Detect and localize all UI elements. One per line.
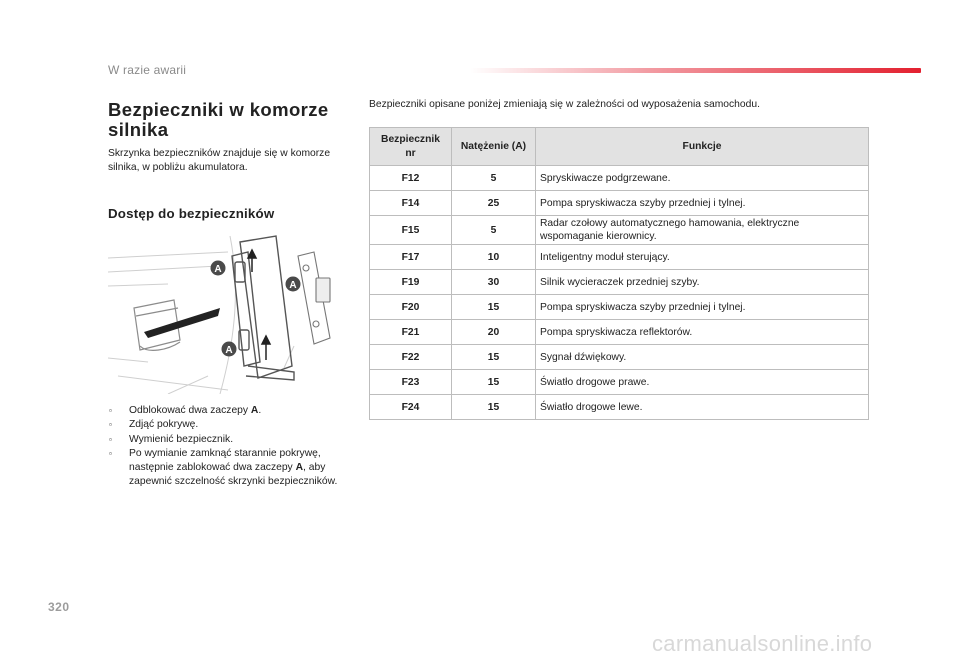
step-text: Odblokować dwa zaczepy: [129, 405, 251, 416]
table-row: [370, 395, 869, 420]
table-row: [370, 191, 869, 216]
step-item: [108, 418, 348, 432]
fuse-current: 15: [452, 370, 536, 395]
step-item: [108, 433, 348, 447]
step-item: [108, 447, 348, 490]
table-row: [370, 345, 869, 370]
fuse-current: 20: [452, 320, 536, 345]
label-a-badge: [222, 342, 237, 357]
bullet-icon: ▫: [109, 406, 112, 415]
fuse-table: [369, 127, 869, 420]
column-header-fuse-nr: Bezpiecznik nr: [370, 128, 452, 166]
fuse-current: 15: [452, 295, 536, 320]
fuse-number: F15: [370, 216, 452, 245]
fuse-function: Radar czołowy automatycznego hamowania, elektryczne wspomaganie kierownicy.: [536, 216, 869, 245]
fuse-current: 15: [452, 395, 536, 420]
fuse-function: Światło drogowe prawe.: [536, 370, 869, 395]
table-row: [370, 270, 869, 295]
header-accent-bar: [470, 68, 921, 73]
step-after: , aby zapewnić szczelność skrzynki bezpieczników.: [129, 462, 338, 488]
table-row: [370, 370, 869, 395]
fuse-function: Pompa spryskiwacza szyby przedniej i tylnej.: [536, 295, 869, 320]
fuse-number: F20: [370, 295, 452, 320]
fuse-function: Światło drogowe lewe.: [536, 395, 869, 420]
fuse-current: 15: [452, 345, 536, 370]
table-row: [370, 245, 869, 270]
fuse-number: F22: [370, 345, 452, 370]
fuse-current: 5: [452, 216, 536, 245]
fuse-function: Pompa spryskiwacza szyby przedniej i tylnej.: [536, 191, 869, 216]
fuse-function: Inteligentny moduł sterujący.: [536, 245, 869, 270]
page-number: 320: [48, 600, 70, 614]
label-a-badge: [286, 277, 301, 292]
page-title: Bezpieczniki w komorze silnika: [108, 99, 329, 140]
fuse-current: 25: [452, 191, 536, 216]
step-text: Zdjąć pokrywę.: [129, 419, 199, 431]
watermark: carmanualsonline.info: [652, 631, 873, 656]
label-a-text: A: [289, 280, 297, 291]
fuse-number: F24: [370, 395, 452, 420]
fuse-number: F23: [370, 370, 452, 395]
fuse-current: 30: [452, 270, 536, 295]
step-item: [108, 404, 348, 418]
table-row: [370, 320, 869, 345]
table-row: [370, 295, 869, 320]
step-text: Po wymianie zamknąć starannie pokrywę, następnie zablokować dwa zaczepy: [129, 447, 321, 474]
fuse-function: Pompa spryskiwacza reflektorów.: [536, 320, 869, 345]
step-text: Wymienić bezpiecznik.: [129, 433, 234, 445]
column-header-functions: Funkcje: [536, 128, 869, 166]
fuse-function: Silnik wycieraczek przedniej szyby.: [536, 270, 869, 295]
step-after: .: [258, 405, 262, 416]
step-bold: A: [250, 405, 259, 416]
fuse-number: F19: [370, 270, 452, 295]
column-header-current: Natężenie (A): [452, 128, 536, 166]
intro-text: Skrzynka bezpieczników znajduje się w komorze silnika, w pobliżu akumulatora.: [108, 148, 331, 173]
variant-note: Bezpieczniki opisane poniżej zmieniają się w zależności od wyposażenia samochodu.: [369, 99, 760, 110]
table-row: [370, 216, 869, 245]
table-header-row: [370, 128, 869, 166]
section-header: W razie awarii: [108, 63, 187, 77]
steps-list: [108, 404, 348, 490]
fuse-number: F17: [370, 245, 452, 270]
fuse-number: F21: [370, 320, 452, 345]
fuse-function: Sygnał dźwiękowy.: [536, 345, 869, 370]
table-row: [370, 166, 869, 191]
fuse-function: Spryskiwacze podgrzewane.: [536, 166, 869, 191]
bullet-icon: ▫: [109, 448, 112, 458]
step-bold: A: [295, 462, 304, 474]
label-a-badge: [211, 261, 226, 276]
fuse-number: F14: [370, 191, 452, 216]
fuse-current: 10: [452, 245, 536, 270]
label-a-text: A: [214, 264, 222, 275]
subheading-access: Dostęp do bezpieczników: [108, 206, 275, 221]
bullet-icon: ▫: [109, 420, 112, 430]
fuse-box-illustration: [108, 226, 348, 394]
fuse-current: 5: [452, 166, 536, 191]
bullet-icon: ▫: [109, 434, 112, 444]
fuse-number: F12: [370, 166, 452, 191]
label-a-text: A: [225, 345, 233, 356]
